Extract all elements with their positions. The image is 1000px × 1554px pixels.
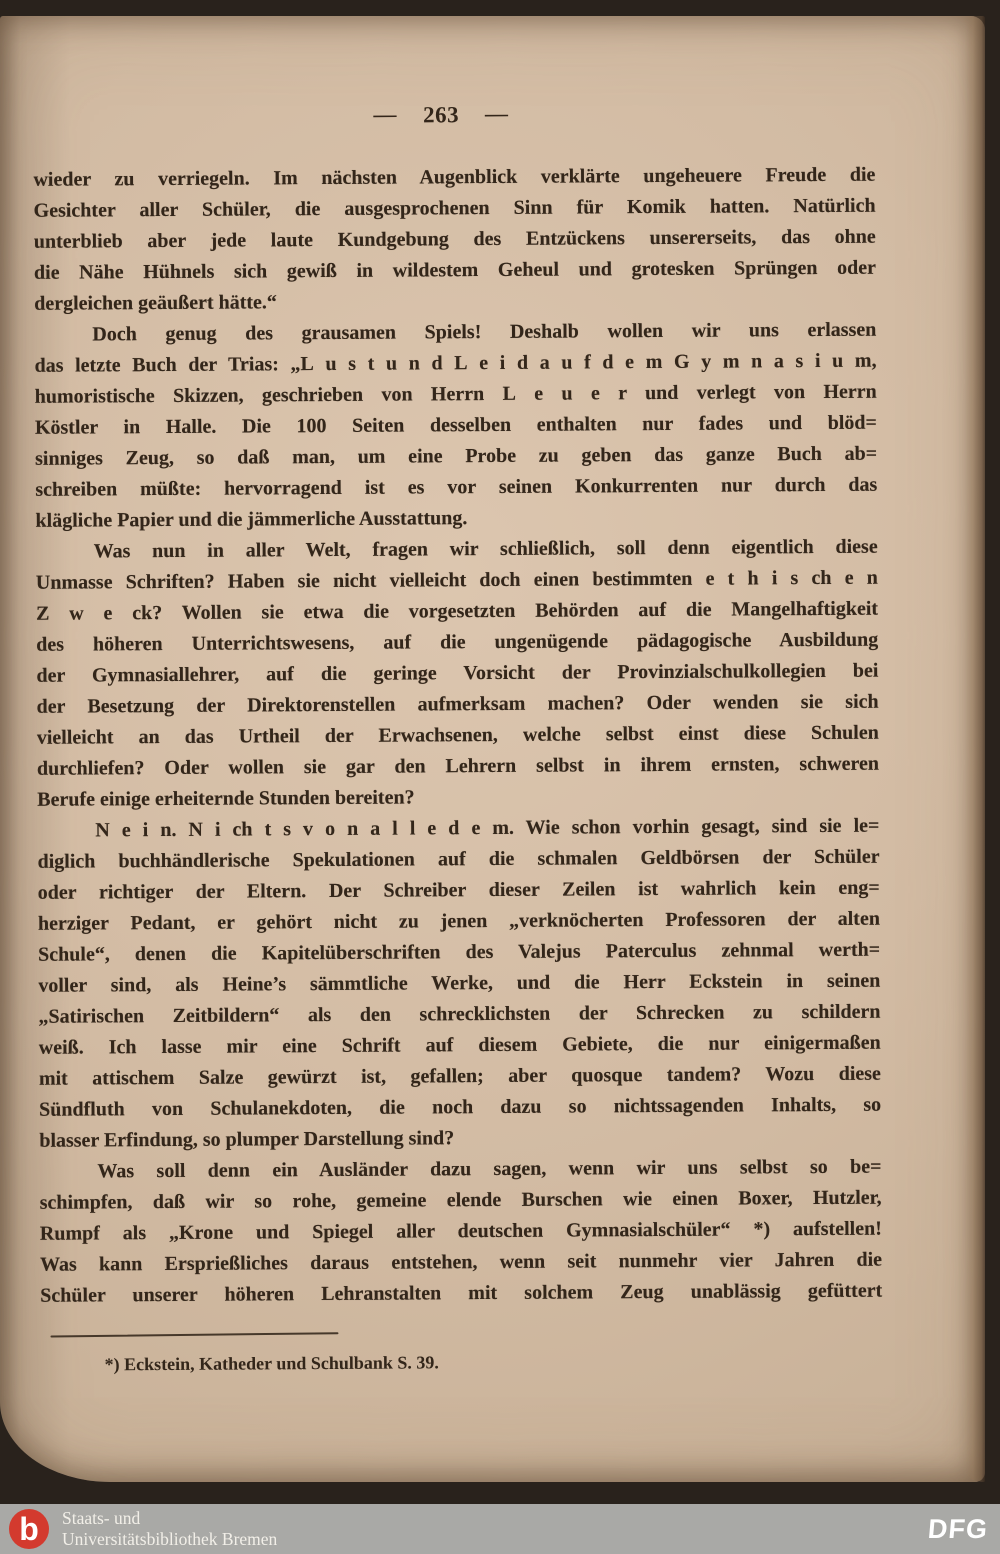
text-line: durchliefen? Oder wollen sie gar den Lehrern selbst in ihrem ernsten, schweren (36, 752, 880, 780)
page-number: 263 (422, 102, 460, 128)
library-name-line1: Staats- und (62, 1508, 141, 1528)
library-name-line2: Universitätsbibliothek Bremen (62, 1529, 278, 1549)
text-line: vielleicht an das Urtheil der Erwachsenen, welche selbst einst diese Schulen (36, 721, 879, 749)
text-line: diglich buchhändlerische Spekulationen auf die schmalen Geldbörsen der Schüler (37, 845, 880, 873)
library-logo (9, 1509, 49, 1549)
footnote-rule (50, 1332, 338, 1337)
paragraph (33, 160, 876, 320)
page-content (0, 13, 990, 1485)
header-dash-left: — (373, 101, 398, 127)
text-line: Berufe einige erheiternde Stunden bereiten? (37, 786, 415, 811)
text-line: oder richtiger der Eltern. Der Schreiber dieser Zeilen ist wahrlich kein eng= (37, 876, 880, 904)
text-line: Unmasse Schriften? Haben sie nicht vielleicht doch einen bestimmten e t h i s ch e n (35, 566, 878, 594)
text-line: „Satirischen Zeitbildern“ als den schrecklichsten der Schrecken zu schildern (38, 1000, 881, 1028)
header-dash-right: — (484, 100, 509, 127)
text-line: schreiben müßte: hervorragend ist es vor seinen Konkurrenten nur durch das (35, 473, 878, 501)
text-line: Schüler unserer höheren Lehranstalten mit solchem Zeug unablässig gefüttert (40, 1279, 883, 1307)
text-line: das letzte Buch der Trias: „L u s t u n d L e i d a u f d e m G y m n a s i u m, (34, 349, 877, 377)
page-body-text (33, 160, 882, 1312)
paragraph (39, 1152, 882, 1312)
text-line: Gesichter aller Schüler, die ausgesprochenen Sinn für Komik hatten. Natürlich (33, 194, 876, 222)
text-line: Was nun in aller Welt, fragen wir schließlich, soll denn eigentlich diese (93, 535, 878, 563)
text-line: unterblieb aber jede laute Kundgebung des Entzückens unsererseits, das ohne (33, 225, 876, 253)
text-line: sinniges Zeug, so daß man, um eine Probe zu geben das ganze Buch ab= (35, 442, 878, 470)
text-line: Was soll denn ein Ausländer dazu sagen, wenn wir uns selbst so be= (97, 1155, 882, 1183)
text-line: des höheren Unterrichtswesens, auf die ungenügende pädagogische Ausbildung (36, 628, 879, 656)
text-line: Sündfluth von Schulanekdoten, die noch dazu so nichtssagenden Inhalts, so (39, 1093, 882, 1121)
text-line: blasser Erfindung, so plumper Darstellung sind? (39, 1127, 455, 1152)
book-page (0, 16, 985, 1482)
text-line: weiß. Ich lasse mir eine Schrift auf diesem Gebiete, die nur einigermaßen (38, 1031, 881, 1059)
paragraph (36, 532, 880, 816)
text-line: humoristische Skizzen, geschrieben von Herrn L e u e r und verlegt von Herrn (34, 380, 877, 408)
text-line: mit attischem Salze gewürzt ist, gefallen; aber quosque tandem? Wozu diese (38, 1062, 881, 1090)
text-line: dergleichen geäußert hätte.“ (34, 291, 277, 315)
library-logo-letter: b (19, 1511, 39, 1547)
text-line: Köstler in Halle. Die 100 Seiten desselben enthalten nur fades und blöd= (34, 411, 877, 439)
text-line: schimpfen, daß wir so rohe, gemeine elende Burschen wie einen Boxer, Hutzler, (39, 1186, 882, 1214)
page-number-header (21, 100, 861, 131)
footer-bar (0, 1504, 1000, 1554)
text-line: Doch genug des grausamen Spiels! Deshalb wollen wir uns erlassen (92, 318, 877, 346)
text-line: voller sind, als Heine’s sämmtliche Werke, und die Herr Eckstein in seinen (38, 969, 881, 997)
paragraph (37, 811, 881, 1157)
text-line: der Gymnasiallehrer, auf die geringe Vorsicht der Provinzialschulkollegien bei (36, 659, 879, 687)
text-line: Was kann Ersprießliches daraus entstehen, wenn seit nunmehr vier Jahren die (39, 1248, 883, 1276)
text-line: Z w e ck? Wollen sie etwa die vorgesetzten Behörden auf die Mangelhaftigkeit (35, 597, 879, 625)
text-line: herziger Pedant, er gehört nicht zu jenen „verknöcherten Professoren der alten (37, 907, 881, 935)
text-line: Rumpf als „Krone und Spiegel aller deutschen Gymnasialschüler“ *) aufstellen! (39, 1217, 882, 1245)
library-name (62, 1508, 277, 1550)
text-line: die Nähe Hühnels sich gewiß in wildestem Geheul und grotesken Sprüngen oder (33, 256, 877, 284)
text-line: der Besetzung der Direktorenstellen aufmerksam machen? Oder wenden sie sich (36, 690, 879, 718)
text-line: klägliche Papier und die jämmerliche Ausstattung. (35, 507, 468, 532)
paragraph (34, 315, 877, 537)
text-line: Schule“, denen die Kapitelüberschriften des Valejus Paterculus zehnmal werth= (38, 938, 881, 966)
footnote-text: *) Eckstein, Katheder und Schulbank S. 39. (104, 1352, 439, 1375)
text-line: wieder zu verriegeln. Im nächsten Augenblick verklärte ungeheuere Freude die (33, 163, 876, 191)
text-line: N e i n. N i ch t s v o n a l l e d e m. Wie schon vorhin gesagt, sind sie le= (95, 814, 880, 842)
dfg-logo: DFG (926, 1514, 990, 1544)
